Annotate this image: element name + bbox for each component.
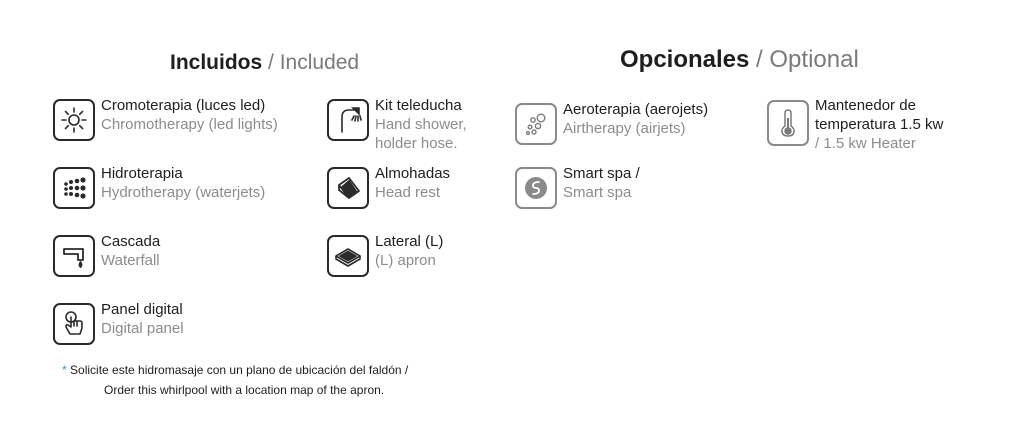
feature-hand-shower [327,99,467,153]
hydrotherapy-en: Hydrotherapy (waterjets) [101,184,266,201]
waterfall-en: Waterfall [101,252,160,269]
included-separator: / [268,51,274,74]
apron-en: (L) apron [375,252,436,269]
heater-es: Mantenedor de [815,97,916,114]
waterfall-icon [53,235,95,277]
included-title-es: Incluidos [170,51,263,74]
optional-title-en: Optional [769,46,859,73]
touch-panel-icon [53,303,95,345]
airtherapy-en: Airtherapy (airjets) [563,120,686,137]
feature-airtherapy [515,103,708,145]
footnote [62,360,408,400]
optional-heading [620,46,859,74]
feature-smart-spa [515,167,640,209]
chromotherapy-en: Chromotherapy (led lights) [101,116,278,133]
hand-shower-en: Hand shower, [375,116,467,133]
hand-shower-icon [327,99,369,141]
apron-es: Lateral (L) [375,233,444,250]
smart-spa-icon [515,167,557,209]
optional-title-es: Opcionales [620,46,750,73]
head-rest-es: Almohadas [375,165,451,182]
airtherapy-es: Aeroterapia (aerojets) [563,101,709,118]
sun-icon [53,99,95,141]
optional-separator: / [756,46,763,73]
feature-chromotherapy [53,99,278,141]
feature-heater [767,97,944,153]
footnote-line-2: Order this whirlpool with a location map of the apron. [104,383,385,397]
waterfall-es: Cascada [101,233,161,250]
apron-icon [327,235,369,277]
waterjets-icon [53,167,95,209]
footnote-text-es: Solicite este hidromasaje con un plano de ubicación del faldón / [70,363,409,377]
smart-spa-es: Smart spa / [563,165,640,182]
chromotherapy-es: Cromoterapia (luces led) [101,97,266,114]
pillow-icon [327,167,369,209]
bubbles-icon [515,103,557,145]
feature-digital-panel [53,303,184,345]
feature-apron [327,235,443,277]
digital-panel-es: Panel digital [101,301,183,318]
smart-spa-en: Smart spa [563,184,632,201]
included-title-en: Included [279,51,360,74]
heater-es-2: temperatura 1.5 kw [815,116,944,133]
heater-en: / 1.5 kw Heater [815,135,916,152]
digital-panel-en: Digital panel [101,320,184,337]
feature-head-rest [327,167,450,209]
hand-shower-es: Kit teleducha [375,97,462,114]
hand-shower-en-2: holder hose. [375,135,458,152]
thermometer-icon [767,100,809,146]
feature-waterfall [53,235,160,277]
head-rest-en: Head rest [375,184,441,201]
footnote-asterisk: * [62,363,67,377]
feature-hydrotherapy [53,167,265,209]
hydrotherapy-es: Hidroterapia [101,165,183,182]
included-heading [170,51,359,75]
footnote-line-1 [62,360,408,380]
